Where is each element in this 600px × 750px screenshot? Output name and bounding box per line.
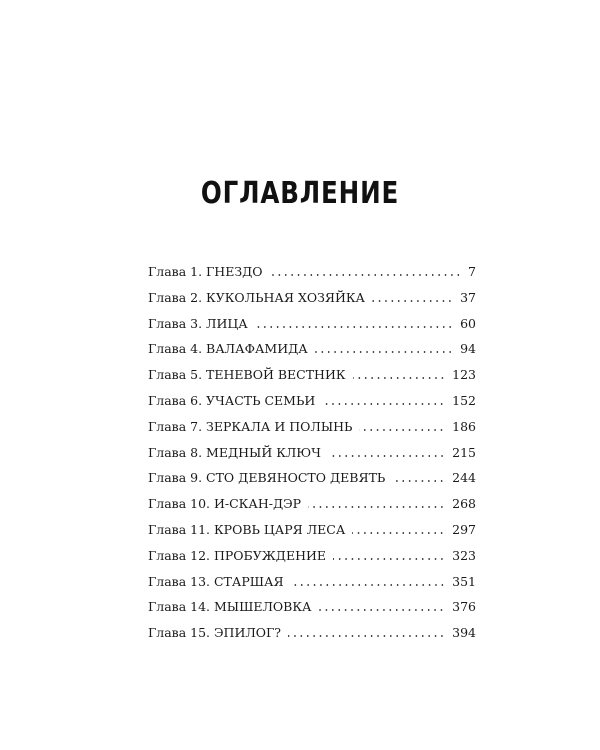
toc-entry[interactable]	[148, 496, 476, 522]
chapter-title: Глава 6. УЧАСТЬ СЕМЬИ	[148, 392, 316, 408]
dot-leader	[353, 377, 446, 379]
page-number: 376	[452, 599, 476, 615]
chapter-title: Глава 4. ВАЛАФАМИДА	[148, 341, 308, 357]
toc-entry[interactable]	[148, 470, 476, 496]
dot-leader	[359, 429, 445, 431]
chapter-title: Глава 9. СТО ДЕВЯНОСТО ДЕВЯТЬ	[148, 470, 386, 486]
page-number: 37	[460, 289, 476, 305]
chapter-title: Глава 12. ПРОБУЖДЕНИЕ	[148, 547, 327, 563]
toc-entry[interactable]	[148, 522, 476, 548]
dot-leader	[328, 455, 445, 457]
dot-leader	[255, 326, 453, 328]
chapter-title: Глава 15. ЭПИЛОГ?	[148, 625, 282, 641]
page-number: 268	[452, 496, 476, 512]
dot-leader	[318, 609, 445, 611]
chapter-title: Глава 14. МЫШЕЛОВКА	[148, 599, 312, 615]
page-number: 123	[452, 367, 476, 383]
chapter-title: Глава 2. КУКОЛЬНАЯ ХОЗЯЙКА	[148, 289, 366, 305]
chapter-title: Глава 11. КРОВЬ ЦАРЯ ЛЕСА	[148, 521, 346, 537]
dot-leader	[288, 635, 445, 637]
toc-entry[interactable]	[148, 625, 476, 651]
page-number: 351	[452, 573, 476, 589]
toc-entry[interactable]	[148, 290, 476, 316]
toc-entry[interactable]	[148, 341, 476, 367]
dot-leader	[308, 506, 445, 508]
chapter-title: Глава 1. ГНЕЗДО	[148, 264, 263, 279]
dot-leader	[372, 300, 453, 302]
page-number: 244	[452, 470, 476, 486]
dot-leader	[291, 584, 446, 586]
chapter-title: Глава 3. ЛИЦА	[148, 315, 248, 331]
dot-leader	[352, 532, 445, 534]
page-number: 297	[452, 521, 476, 537]
toc-entry[interactable]	[148, 419, 476, 445]
page-title: ОГЛАВЛЕНИЕ	[200, 176, 400, 211]
toc-entry[interactable]	[148, 599, 476, 625]
page-number: 152	[452, 392, 476, 408]
page-number: 394	[452, 625, 476, 641]
toc-entry[interactable]	[148, 316, 476, 342]
page-number: 7	[468, 264, 476, 279]
page-number: 94	[460, 341, 476, 357]
dot-leader	[392, 480, 445, 482]
page-number: 60	[460, 315, 476, 331]
chapter-title: Глава 8. МЕДНЫЙ КЛЮЧ	[148, 444, 321, 460]
page-number: 215	[452, 444, 476, 460]
dot-leader	[333, 558, 445, 560]
dot-leader	[315, 351, 453, 353]
chapter-title: Глава 13. СТАРШАЯ	[148, 573, 284, 589]
toc-entry[interactable]	[148, 367, 476, 393]
dot-leader	[322, 403, 445, 405]
toc-entry[interactable]	[148, 393, 476, 419]
toc-entry[interactable]	[148, 264, 476, 290]
page-number: 186	[452, 418, 476, 434]
chapter-title: Глава 5. ТЕНЕВОЙ ВЕСТНИК	[148, 367, 346, 383]
table-of-contents	[148, 264, 476, 651]
toc-entry[interactable]	[148, 574, 476, 600]
chapter-title: Глава 7. ЗЕРКАЛА И ПОЛЫНЬ	[148, 418, 353, 434]
toc-entry[interactable]	[148, 548, 476, 574]
page-number: 323	[452, 547, 476, 563]
toc-entry[interactable]	[148, 445, 476, 471]
dot-leader	[270, 274, 462, 276]
chapter-title: Глава 10. И-СКАН-ДЭР	[148, 496, 302, 512]
